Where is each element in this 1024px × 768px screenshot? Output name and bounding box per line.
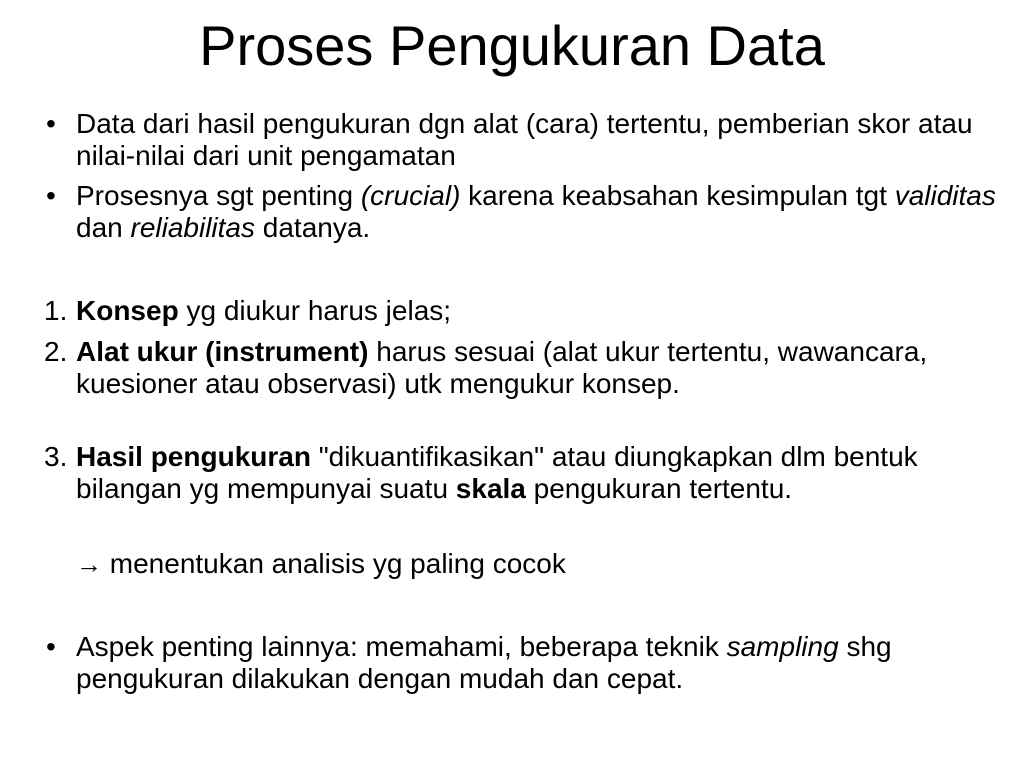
text-run: "dikuantifikasikan" atau diungkapkan dlm bentuk bilangan yg mempunyai suatu [76,441,918,504]
item-text [76,336,1004,400]
bullet-item [44,180,1004,244]
text-run: harus sesuai (alat ukur tertentu, wawancara, kuesioner atau observasi) utk mengukur konsep. [76,336,928,399]
bullet-marker: • [46,108,56,139]
bullet-text: Data dari hasil pengukuran dgn alat (cara) tertentu, pemberian skor atau nilai-nilai dari unit pengamatan [76,108,973,171]
arrow-line-text [76,548,1004,580]
numbered-item [44,295,1004,327]
arrow-line [44,548,1004,580]
text-run: shg pengukuran dilakukan dengan mudah dan cepat. [76,631,892,694]
text-run: dan [76,212,131,243]
item-text [76,441,1004,505]
numbered-item [44,441,1004,505]
text-run: Aspek penting lainnya: memahami, beberapa teknik [76,631,727,662]
text-run: menentukan analisis yg paling cocok [102,548,566,579]
item-text [76,295,1004,327]
text-run: Prosesnya sgt penting [76,180,361,211]
bullet-marker: • [46,180,56,211]
arrow-right-icon: → [76,549,102,579]
item-number: 2. [44,336,68,367]
text-run: yg diukur harus jelas; [178,295,452,326]
italic-term: sampling [726,631,839,662]
bold-term: skala [455,473,526,504]
italic-term: reliabilitas [130,212,255,243]
bullet-text [76,631,1004,695]
bullet-item [44,631,1004,695]
bullet-item [44,108,1004,172]
text-run: pengukuran tertentu. [525,473,793,504]
italic-term: (crucial) [360,180,461,211]
item-number: 1. [44,295,68,326]
bullet-marker: • [46,631,56,662]
slide-title: Proses Pengukuran Data [199,14,825,77]
item-number: 3. [44,441,68,472]
numbered-item [44,336,1004,400]
text-run: datanya. [255,212,371,243]
bullet-text [76,180,1004,244]
bold-term: Alat ukur (instrument) [76,336,369,367]
bold-term: Konsep [76,295,179,326]
italic-term: validitas [894,180,996,211]
text-run: karena keabsahan kesimpulan tgt [460,180,895,211]
bold-term: Hasil pengukuran [76,441,311,472]
